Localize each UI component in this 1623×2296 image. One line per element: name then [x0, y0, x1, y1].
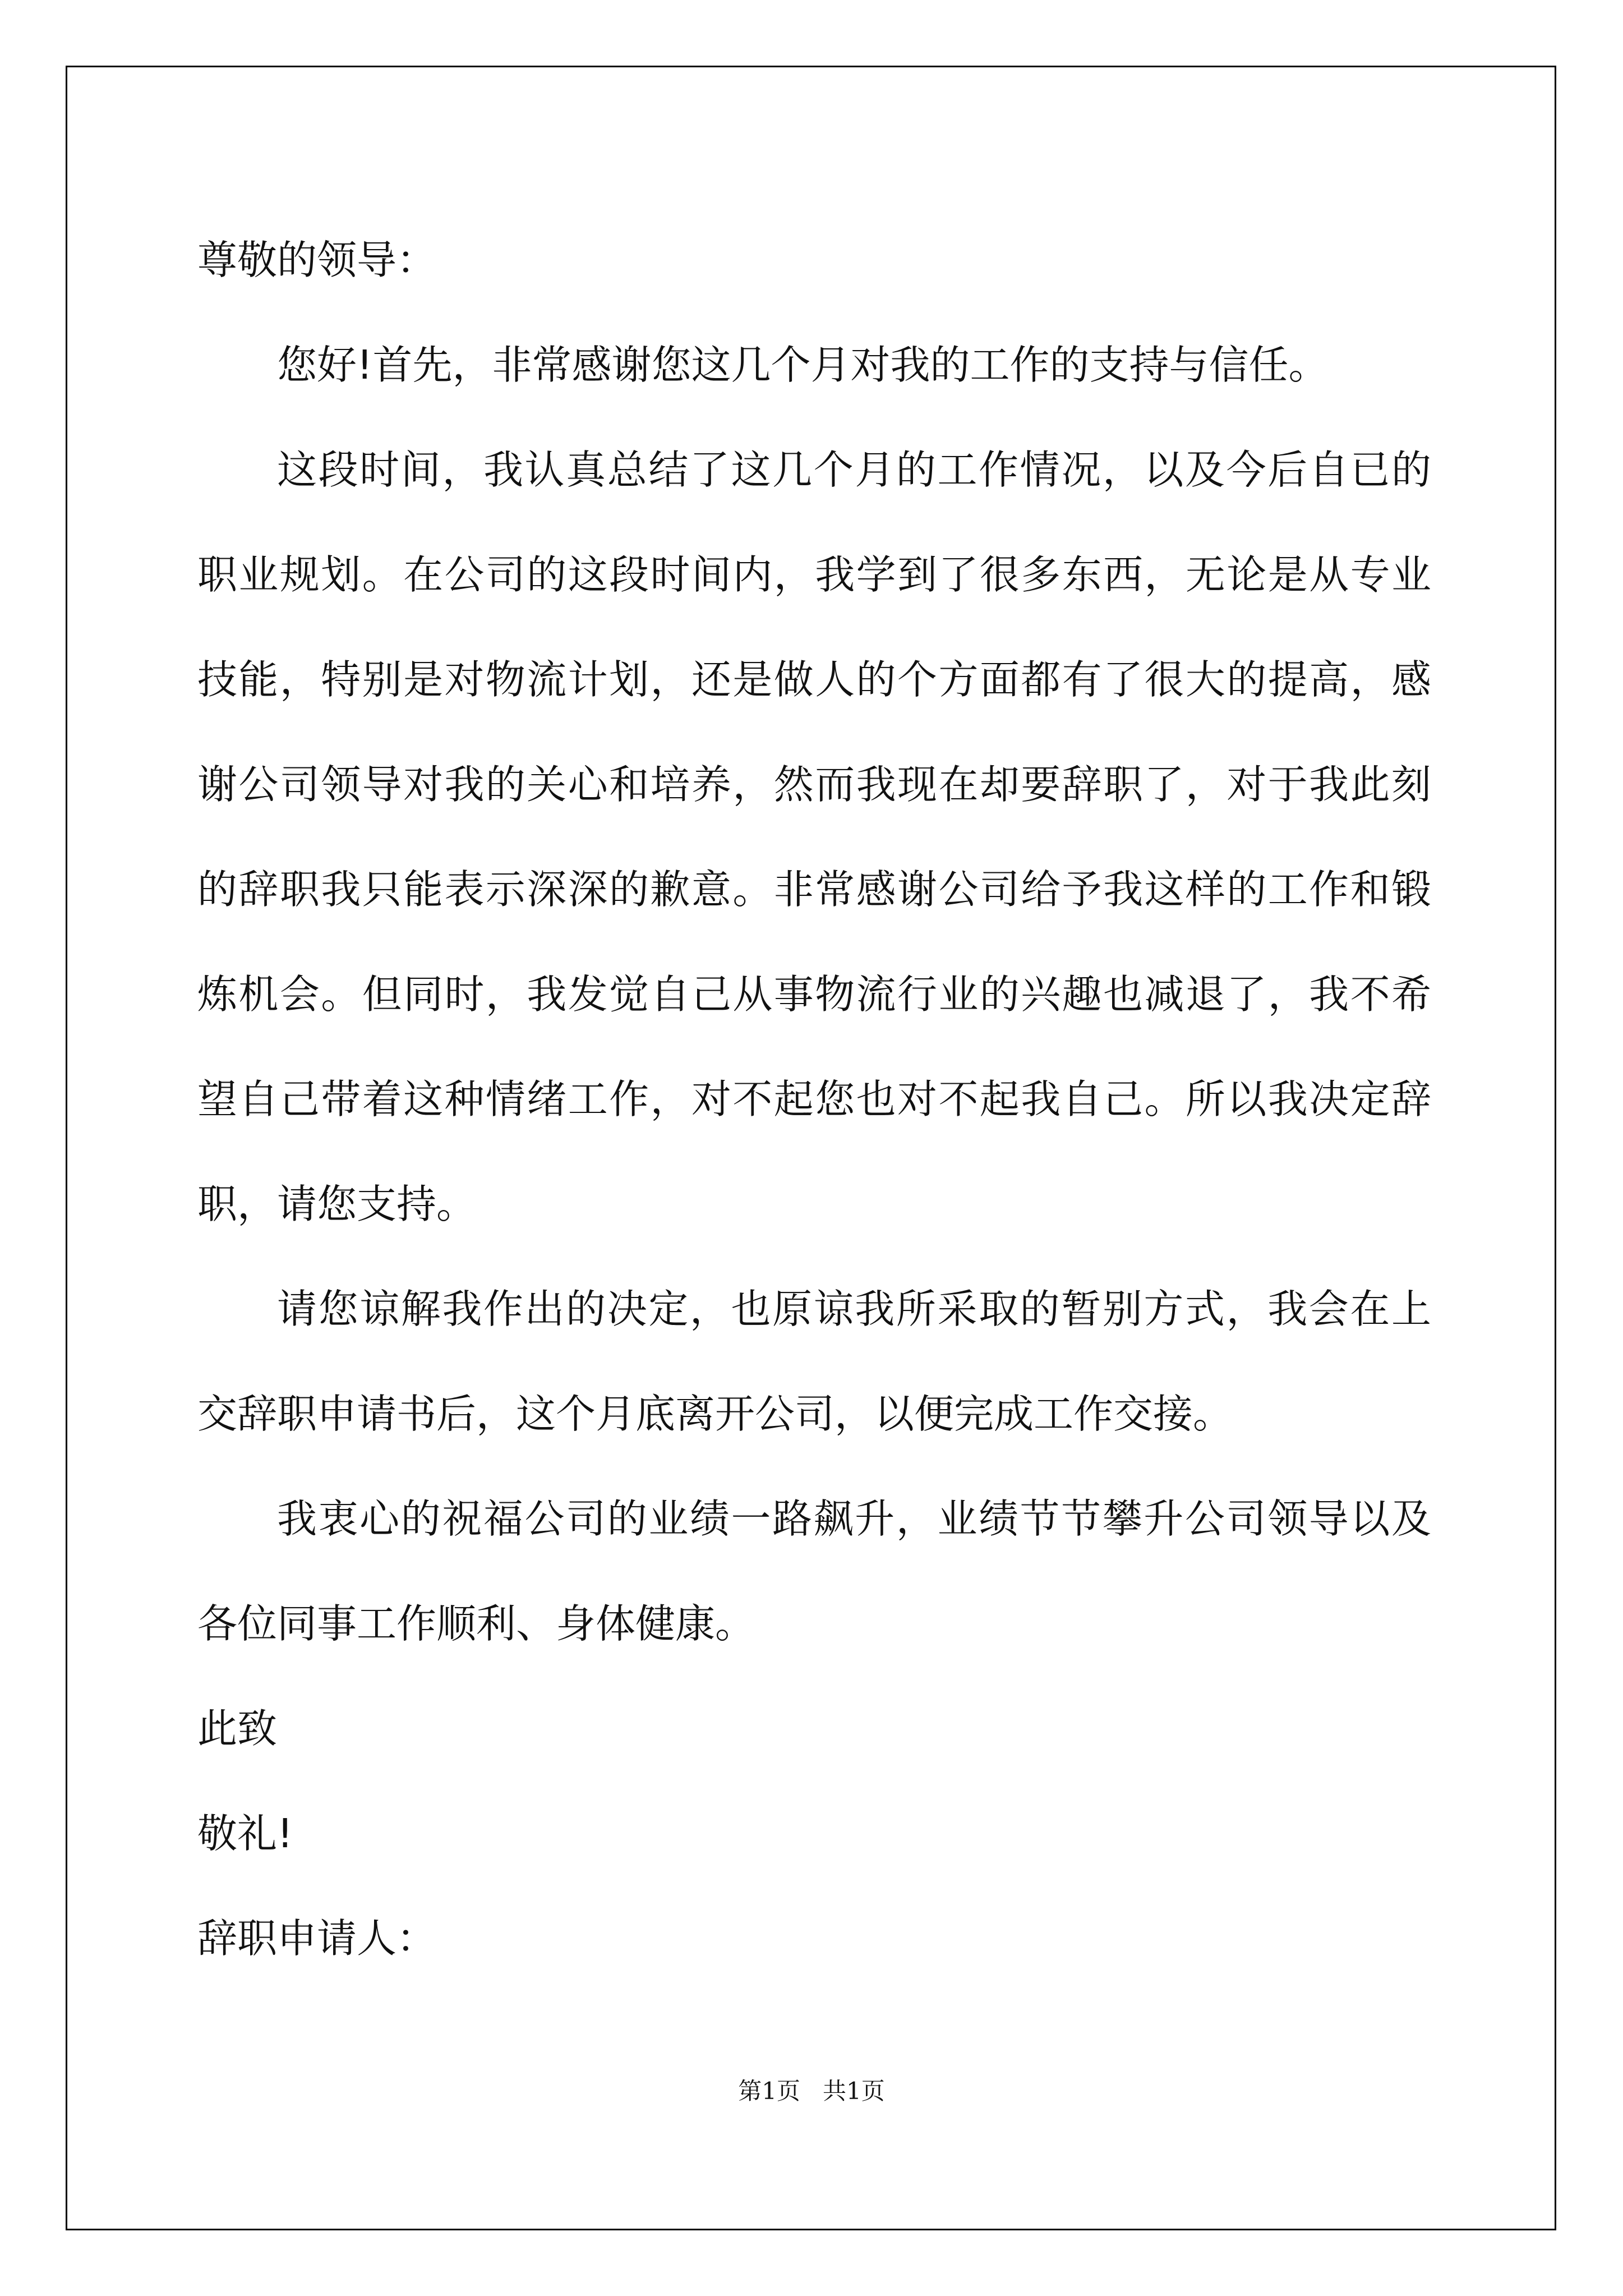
- paragraph-greeting: 您好!首先，非常感谢您这几个月对我的工作的支持与信任。: [277, 342, 1329, 388]
- salutation: 尊敬的领导：: [197, 237, 437, 283]
- closing-salute: 敬礼!: [197, 1810, 293, 1857]
- paragraph-reason: 这段时间，我认真总结了这几个月的工作情况，以及今后自已的职业规划。在公司的这段时间内，我学到了很多东西，无论是从专业技能，特别是对物流计划，还是做人的个方面都有了很大的提高，感谢公司领导对我的关心和培养，然而我现在却要辞职了，对于我此刻的辞职我只能表示深深的歉意。非常感谢公司给予我这样的工作和锻炼机会。但同时，我发觉自己从事物流行业的兴趣也减退了，我不希望自己带着这种情绪工作，对不起您也对不起我自己。所以我决定辞职，请您支持。: [197, 447, 1431, 1227]
- letter-body: [197, 208, 1431, 1991]
- signature-label: 辞职申请人：: [197, 1915, 437, 1962]
- closing-regards: 此致: [197, 1705, 278, 1752]
- page-number: 第1页 共1页: [738, 2077, 885, 2105]
- paragraph-handover: 请您谅解我作出的决定，也原谅我所采取的暂别方式，我会在上交辞职申请书后，这个月底离开公司，以便完成工作交接。: [197, 1286, 1431, 1437]
- paragraph-wishes: 我衷心的祝福公司的业绩一路飙升，业绩节节攀升公司领导以及各位同事工作顺利、身体健康。: [197, 1496, 1431, 1647]
